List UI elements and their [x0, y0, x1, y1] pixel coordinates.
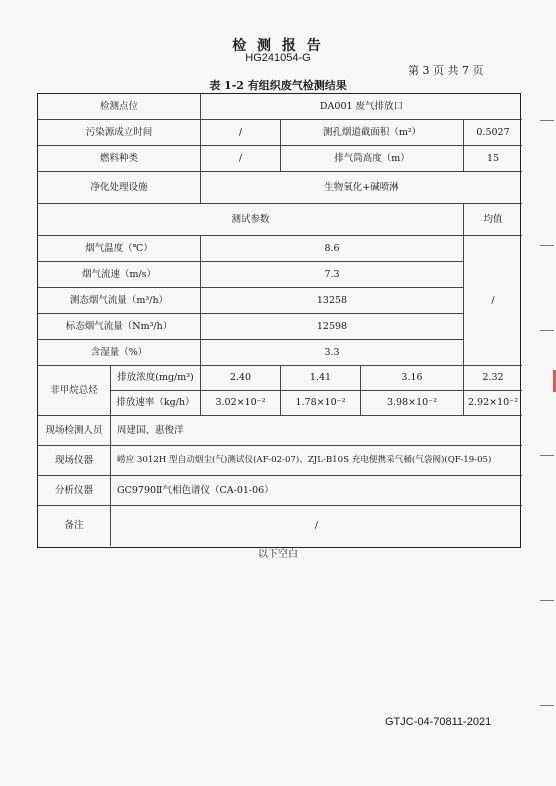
cell-param-value: 12598 [201, 314, 464, 340]
cell-mean-header: 均值 [464, 204, 522, 236]
cell-nmhc-conc-mean: 2.32 [464, 366, 522, 391]
report-code: HG241054-G [245, 52, 311, 64]
cell-section-area-value: 0.5027 [464, 120, 522, 146]
results-table [37, 93, 521, 548]
cell-nmhc-label: 非甲烷总烃 [38, 366, 111, 416]
scan-edge-mark [540, 245, 554, 246]
cell-param-label: 烟气温度（℃） [38, 236, 201, 262]
cell-nmhc-conc-value: 1.41 [281, 366, 361, 391]
scan-edge-mark [540, 455, 554, 456]
cell-section-area-label: 测孔烟道截面积（m²） [281, 120, 464, 146]
cell-treatment-value: 生物氧化+碱喷淋 [201, 172, 522, 204]
cell-nmhc-conc-value: 3.16 [361, 366, 464, 391]
page-info: 第 3 页 共 7 页 [408, 64, 484, 77]
cell-param-value: 3.3 [201, 340, 464, 366]
cell-stack-height-value: 15 [464, 146, 522, 172]
blank-below-note: 以下空白 [258, 549, 298, 560]
cell-stack-height-label: 排气筒高度（m） [281, 146, 464, 172]
cell-param-value: 8.6 [201, 236, 464, 262]
cell-nmhc-rate-value: 3.02×10⁻² [201, 391, 281, 416]
cell-param-label: 测态烟气流量（m³/h） [38, 288, 201, 314]
scan-edge-mark [540, 600, 554, 601]
scan-edge-mark [540, 330, 554, 331]
cell-fuel-label: 燃料种类 [38, 146, 201, 172]
cell-nmhc-conc-label: 排放浓度(mg/m³) [111, 366, 201, 391]
cell-param-label: 含湿量（%） [38, 340, 201, 366]
cell-source-time-label: 污染源成立时间 [38, 120, 201, 146]
cell-source-time-value: / [201, 120, 281, 146]
cell-treatment-label: 净化处理设施 [38, 172, 201, 204]
cell-location-value: DA001 废气排放口 [201, 94, 522, 120]
cell-staff-value: 周建国、惠俊洋 [111, 416, 522, 446]
cell-params-header: 测试参数 [38, 204, 464, 236]
cell-remarks-label: 备注 [38, 506, 111, 546]
document-number: GTJC-04-70811-2021 [385, 716, 492, 728]
cell-staff-label: 现场检测人员 [38, 416, 111, 446]
report-title: 检 测 报 告 [232, 38, 324, 54]
cell-nmhc-conc-value: 2.40 [201, 366, 281, 391]
cell-analysis-instrument-value: GC9790Ⅱ气相色谱仪（CA-01-06） [111, 476, 522, 506]
table-caption: 表 1-2 有组织废气检测结果 [209, 79, 347, 92]
cell-params-mean: / [464, 236, 522, 366]
cell-nmhc-rate-label: 排放速率（kg/h） [111, 391, 201, 416]
cell-location-label: 检测点位 [38, 94, 201, 120]
cell-field-instrument-label: 现场仪器 [38, 446, 111, 476]
cell-nmhc-rate-value: 3.98×10⁻² [361, 391, 464, 416]
cell-nmhc-rate-mean: 2.92×10⁻² [464, 391, 522, 416]
cell-param-value: 13258 [201, 288, 464, 314]
cell-param-value: 7.3 [201, 262, 464, 288]
cell-fuel-value: / [201, 146, 281, 172]
scan-edge-mark [540, 120, 554, 121]
cell-field-instrument-value: 崂应 3012H 型自动烟尘(气)测试仪(AF-02-07)、ZJL-B10S 充电便携采气桶(气袋阀)(QF-19-05) [111, 446, 522, 476]
cell-nmhc-rate-value: 1.78×10⁻² [281, 391, 361, 416]
cell-param-label: 烟气流速（m/s） [38, 262, 201, 288]
cell-analysis-instrument-label: 分析仪器 [38, 476, 111, 506]
cell-remarks-value: / [314, 520, 319, 532]
scan-edge-mark [540, 705, 554, 706]
cell-param-label: 标态烟气流量（Nm³/h） [38, 314, 201, 340]
